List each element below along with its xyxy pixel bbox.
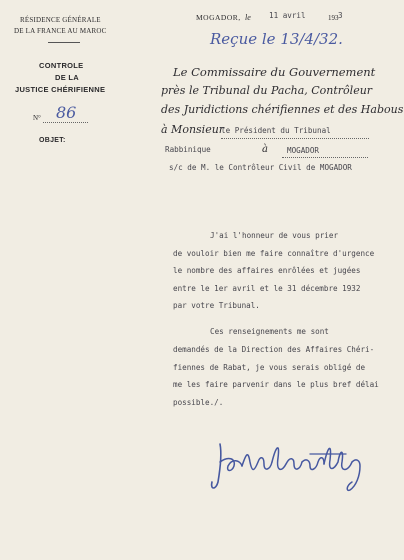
date-year: 3 [338,11,343,20]
office-line-3: JUSTICE CHÉRIFIENNE [15,85,106,94]
header-divider [48,42,80,43]
recipient-city: MOGADOR [287,146,320,155]
number-rule [43,122,88,123]
office-line-1: CONTROLE [39,61,84,70]
body-line-3: le nombre des affaires enrôlées et jugées [173,266,361,275]
recipient-line-2: Rabbinique [165,145,211,154]
recipient-line-1: le Président du Tribunal [221,126,331,135]
header-country: DE LA FRANCE AU MAROC [14,27,107,35]
body-line-6: Ces renseignements me sont [210,327,329,336]
body-line-4: entre le 1er avril et le 31 décembre 1932 [173,284,361,293]
handwritten-signature [206,432,376,496]
number-label: N° [33,114,41,122]
body-line-5: par votre Tribunal. [173,301,260,310]
recipient-rule-2 [282,157,368,158]
recipient-via: s/c de M. le Contrôleur Civil de MOGADOR [169,163,352,172]
body-line-9: me les faire parvenir dans le plus bref délai [173,380,379,389]
recipient-rule-1 [221,138,369,139]
received-note: Reçue le 13/4/32. [210,30,343,48]
subject-label: OBJET: [39,137,66,144]
date-prefix: le [245,13,251,22]
office-line-2: DE LA [55,73,79,82]
date-day-month: 11 avril [269,11,306,20]
sender-line-3: des Juridictions chérifiennes et des Habous [161,103,404,116]
sender-line-4: à Monsieur [161,123,225,136]
recipient-a: à [262,144,268,155]
sender-line-2: près le Tribunal du Pacha, Contrôleur [161,84,373,97]
body-line-7: demandés de la Direction des Affaires Chéri- [173,345,375,354]
date-century: 193 [328,14,339,22]
place: MOGADOR, [196,13,241,22]
body-line-10: possible./. [173,398,224,407]
body-line-2: de vouloir bien me faire connaître d'urgence [173,249,375,258]
sender-line-1: Le Commissaire du Gouvernement [173,65,376,79]
body-line-1: J'ai l'honneur de vous prier [210,231,339,240]
body-line-8: fiennes de Rabat, je vous serais obligé de [173,363,366,372]
reference-number: 86 [56,103,77,122]
header-residence: RÉSIDENCE GÉNÉRALE [20,16,101,24]
